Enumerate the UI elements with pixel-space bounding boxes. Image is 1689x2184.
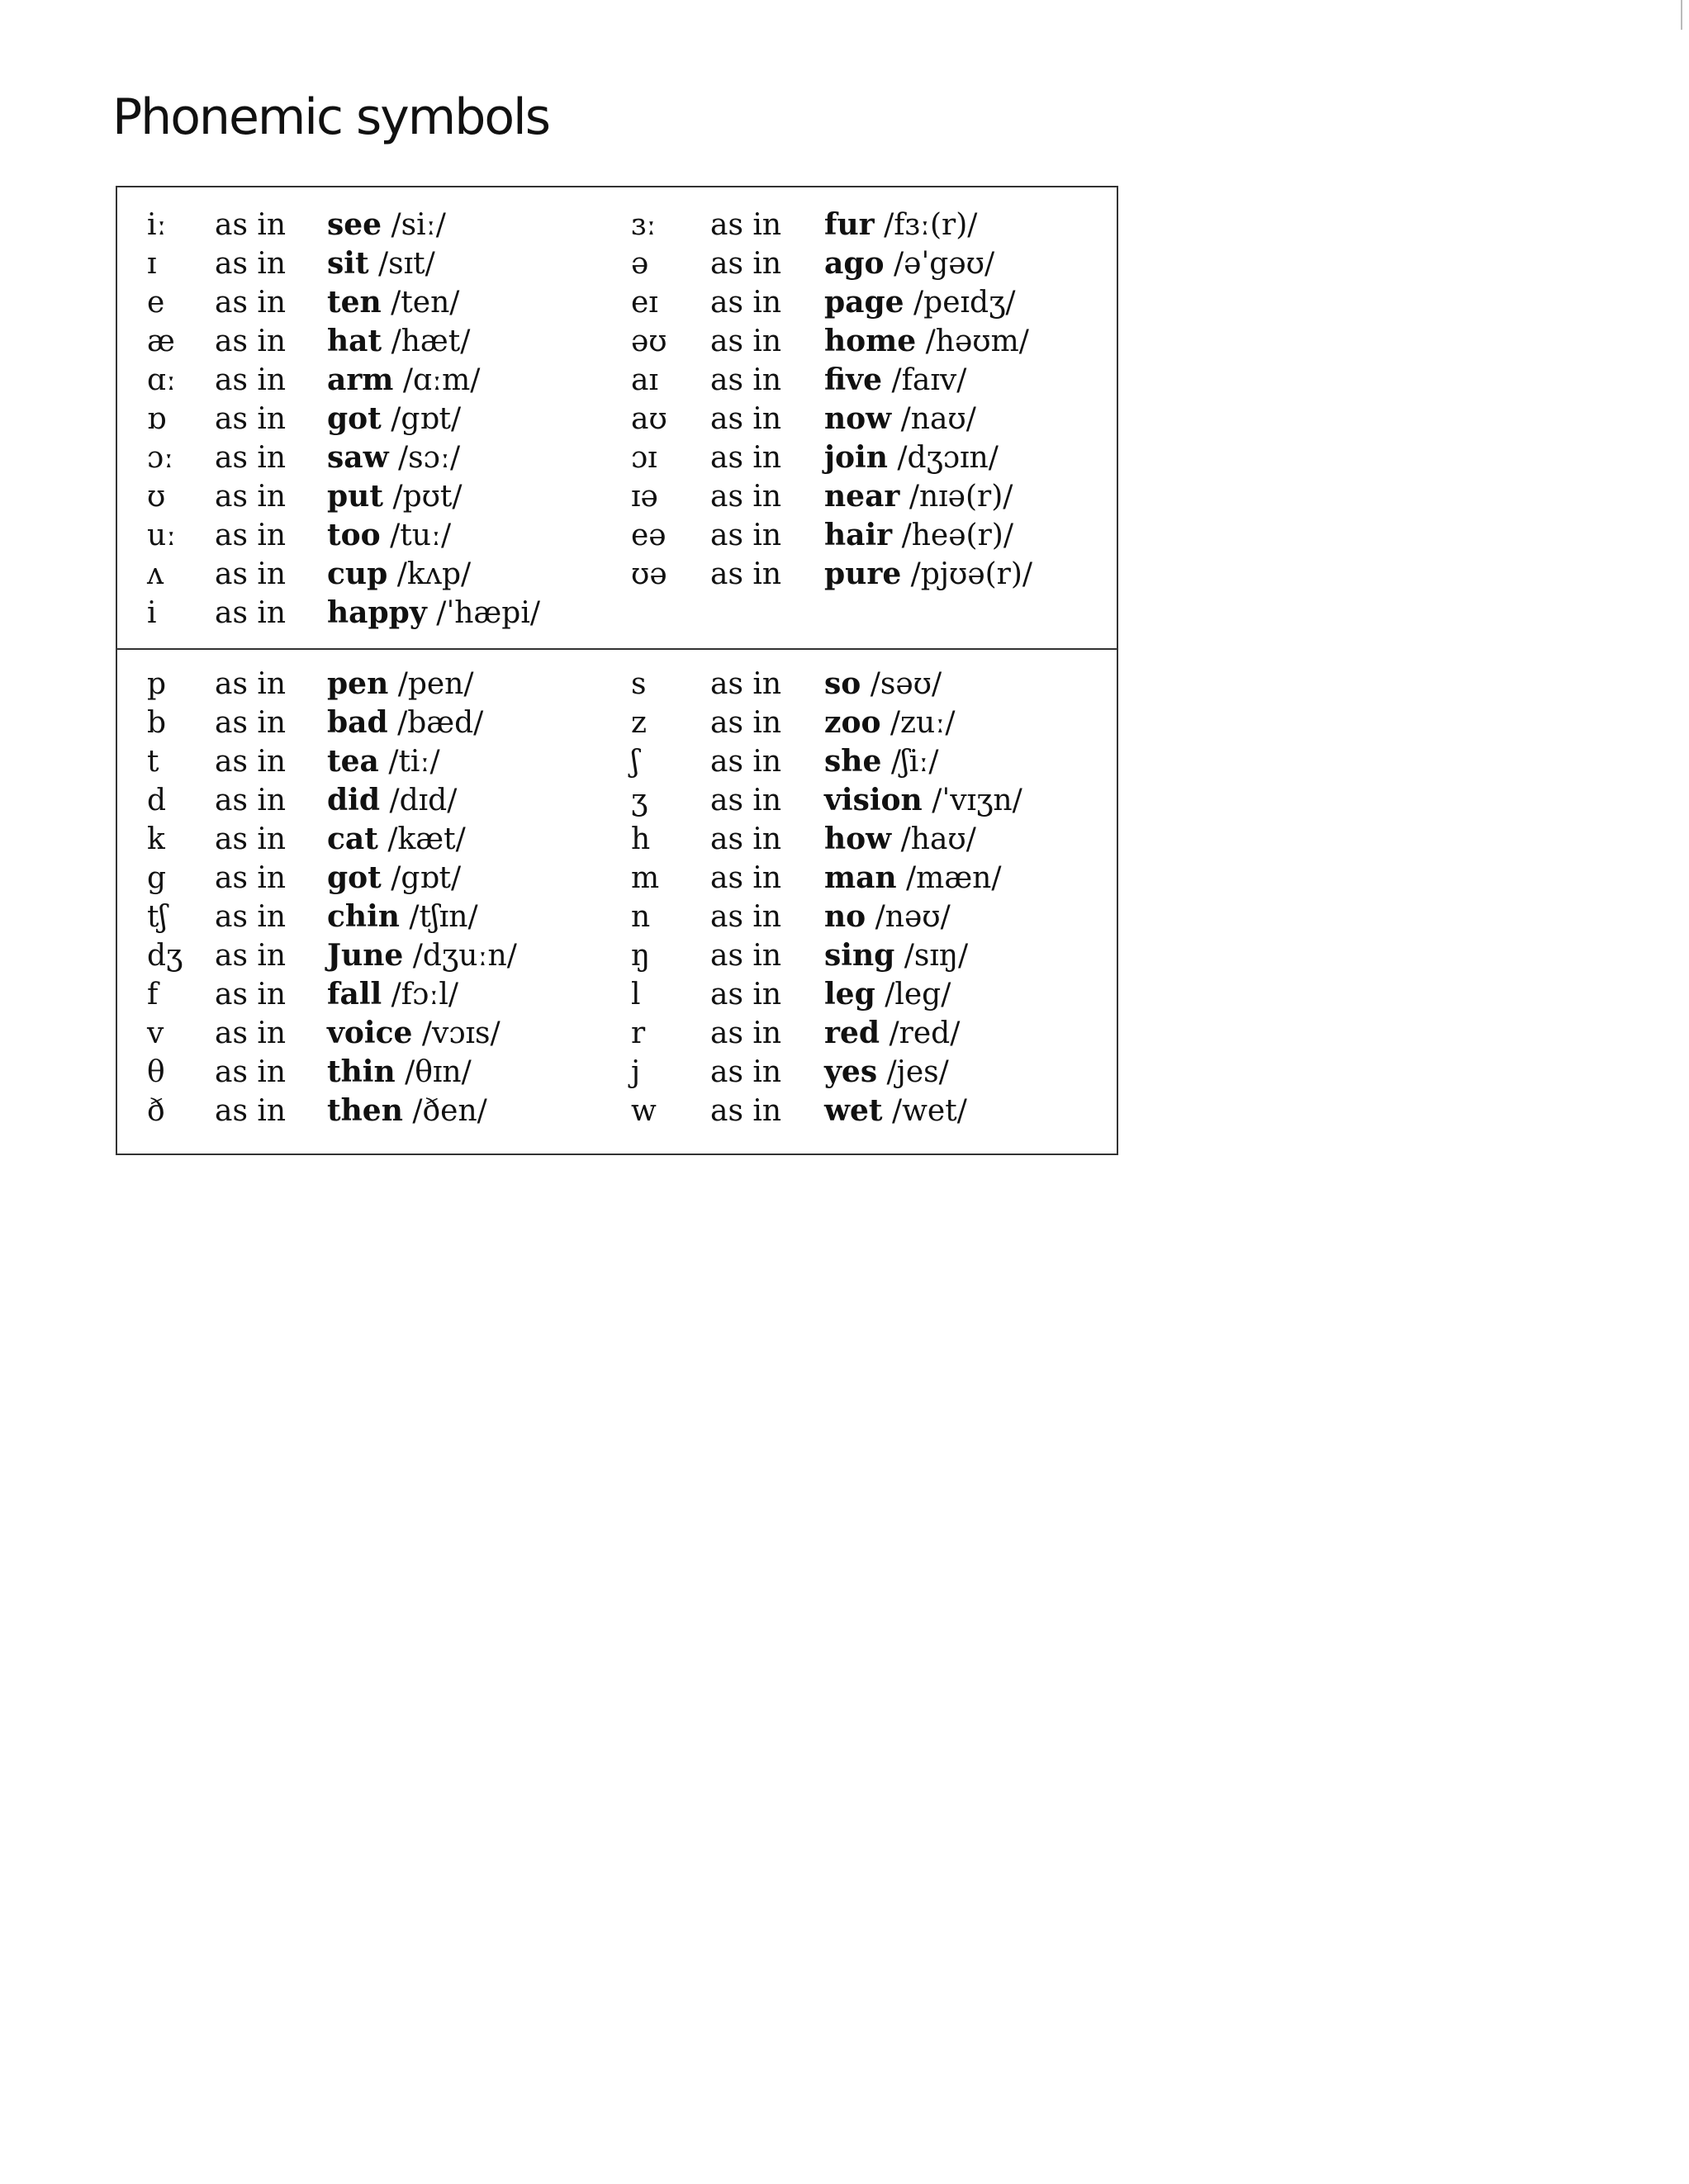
example-word: no [824, 899, 866, 934]
example-word: zoo [824, 705, 881, 740]
as-in-label: as in [215, 939, 287, 973]
phonemic-symbol: t [147, 745, 159, 779]
transcription: /əˈgəʊ/ [893, 247, 995, 281]
example [327, 820, 466, 859]
phonemic-symbol: n [631, 900, 651, 934]
transcription: /faɪv/ [891, 363, 967, 397]
transcription: /mæn/ [906, 861, 1002, 895]
symbol-row [117, 283, 1117, 322]
example-word: ten [327, 285, 382, 320]
phonemic-symbol: eə [631, 519, 667, 552]
as-in-label: as in [710, 745, 782, 779]
symbol-row [117, 322, 1117, 361]
as-in-label: as in [710, 208, 782, 242]
phonemic-symbol: əʊ [631, 325, 667, 358]
example-word: pen [327, 666, 389, 701]
symbol-row [117, 361, 1117, 400]
example [327, 704, 483, 742]
as-in-label: as in [710, 706, 782, 740]
phonemic-symbol: l [631, 978, 641, 1011]
example [824, 781, 1022, 820]
as-in-label: as in [215, 667, 287, 701]
example-word: saw [327, 440, 389, 475]
example [824, 1053, 949, 1092]
example [327, 781, 457, 820]
transcription: /sɪŋ/ [904, 939, 969, 973]
example-word: so [824, 666, 861, 701]
example [327, 244, 435, 283]
example [824, 975, 951, 1014]
example [824, 704, 955, 742]
transcription: /pʊt/ [392, 480, 463, 514]
vowels-section [117, 206, 1117, 632]
example-word: thin [327, 1054, 396, 1089]
example-word: she [824, 744, 882, 779]
transcription: /tiː/ [388, 745, 440, 779]
phonemic-symbol: h [631, 822, 651, 856]
example-word: vision [824, 783, 923, 817]
transcription: /ten/ [391, 286, 460, 320]
symbol-row [117, 975, 1117, 1014]
as-in-label: as in [710, 325, 782, 358]
as-in-label: as in [710, 784, 782, 817]
example [824, 555, 1032, 594]
transcription: /ʃiː/ [890, 745, 939, 779]
transcription: /tʃɪn/ [409, 900, 478, 934]
transcription: /pjʊə(r)/ [910, 557, 1033, 591]
transcription: /fɜː(r)/ [884, 208, 978, 242]
as-in-label: as in [215, 1055, 287, 1089]
symbol-row [117, 400, 1117, 438]
example [327, 283, 459, 322]
example-word: tea [327, 744, 379, 779]
example-word: man [824, 860, 897, 895]
phonemic-symbol: f [147, 978, 159, 1011]
example-word: put [327, 479, 383, 514]
example-word: hat [327, 324, 382, 358]
transcription: /gɒt/ [391, 402, 462, 436]
as-in-label: as in [710, 557, 782, 591]
transcription: /ˈvɪʒn/ [932, 784, 1022, 817]
example [327, 361, 480, 400]
transcription: /səʊ/ [870, 667, 942, 701]
phonemic-symbol: ʌ [147, 557, 164, 591]
phonemic-symbol: d [147, 784, 167, 817]
symbol-row [117, 1053, 1117, 1092]
as-in-label: as in [215, 706, 287, 740]
transcription: /pen/ [397, 667, 474, 701]
symbol-row [117, 1092, 1117, 1130]
example [824, 742, 939, 781]
transcription: /gɒt/ [391, 861, 462, 895]
example [327, 936, 517, 975]
as-in-label: as in [215, 557, 287, 591]
as-in-label: as in [215, 784, 287, 817]
phonemic-symbol: e [147, 286, 165, 320]
as-in-label: as in [710, 1094, 782, 1128]
transcription: /nɪə(r)/ [909, 480, 1013, 514]
phonemic-symbol: dʒ [147, 939, 183, 973]
symbol-row [117, 1014, 1117, 1053]
example-word: chin [327, 899, 400, 934]
as-in-label: as in [215, 286, 287, 320]
as-in-label: as in [215, 247, 287, 281]
example-word: cup [327, 557, 388, 591]
symbol-row [117, 781, 1117, 820]
example [824, 400, 976, 438]
scan-mark [1681, 0, 1682, 30]
phonemic-symbol: ɔː [147, 441, 174, 475]
phonemic-symbol: ʊə [631, 557, 667, 591]
transcription: /siː/ [391, 208, 446, 242]
as-in-label: as in [215, 208, 287, 242]
as-in-label: as in [710, 519, 782, 552]
example [824, 1092, 967, 1130]
example [824, 859, 1001, 898]
transcription: /red/ [889, 1016, 961, 1050]
example-word: hair [824, 518, 893, 552]
as-in-label: as in [710, 900, 782, 934]
phonemic-symbol: v [147, 1016, 164, 1050]
phonemic-symbol: ɜː [631, 208, 657, 242]
phonemic-symbol: ɪə [631, 480, 658, 514]
phonemic-symbol: iː [147, 208, 167, 242]
phonemic-symbol: i [147, 596, 157, 630]
phonemic-symbol: g [147, 861, 167, 895]
example [327, 975, 458, 1014]
transcription: /kæt/ [387, 822, 466, 856]
symbol-row [117, 555, 1117, 594]
example [327, 438, 460, 477]
example [824, 477, 1013, 516]
phonemic-symbol: ʒ [631, 784, 648, 817]
as-in-label: as in [710, 939, 782, 973]
example-word: happy [327, 595, 427, 630]
as-in-label: as in [215, 402, 287, 436]
example [824, 898, 951, 936]
example [327, 859, 461, 898]
example [824, 936, 968, 975]
symbol-row [117, 704, 1117, 742]
example [327, 516, 451, 555]
example [824, 361, 966, 400]
transcription: /haʊ/ [900, 822, 976, 856]
as-in-label: as in [215, 1094, 287, 1128]
phonemic-symbol: m [631, 861, 660, 895]
example [327, 206, 446, 244]
as-in-label: as in [710, 402, 782, 436]
transcription: /tuː/ [390, 519, 452, 552]
phonemic-symbol: ð [147, 1094, 165, 1128]
example-word: leg [824, 977, 875, 1011]
transcription: /fɔːl/ [391, 978, 459, 1011]
as-in-label: as in [215, 363, 287, 397]
symbol-row [117, 516, 1117, 555]
as-in-label: as in [710, 363, 782, 397]
transcription: /hæt/ [391, 325, 471, 358]
transcription: /wet/ [891, 1094, 967, 1128]
example-word: arm [327, 362, 394, 397]
as-in-label: as in [710, 480, 782, 514]
example-word: join [824, 440, 888, 475]
phonemic-symbol: ŋ [631, 939, 651, 973]
transcription: /peɪdʒ/ [913, 286, 1016, 320]
example-word: page [824, 285, 904, 320]
example-word: pure [824, 557, 902, 591]
symbol-row [117, 244, 1117, 283]
phonemic-symbol: w [631, 1094, 657, 1128]
phonemic-symbol: r [631, 1016, 646, 1050]
transcription: /sɔː/ [398, 441, 461, 475]
example [327, 665, 474, 704]
as-in-label: as in [710, 247, 782, 281]
example [327, 898, 478, 936]
as-in-label: as in [710, 441, 782, 475]
as-in-label: as in [710, 861, 782, 895]
transcription: /θɪn/ [405, 1055, 472, 1089]
phonemic-symbol: ɒ [147, 402, 167, 436]
example [327, 477, 463, 516]
transcription: /dʒɔɪn/ [897, 441, 999, 475]
transcription: /ɑːm/ [402, 363, 481, 397]
phonemic-symbol: z [631, 706, 647, 740]
phonemic-symbol: ɔɪ [631, 441, 657, 475]
example [824, 1014, 960, 1053]
example [824, 283, 1016, 322]
example-word: June [327, 938, 404, 973]
transcription: /ˈhæpi/ [436, 596, 540, 630]
example-word: ago [824, 246, 885, 281]
transcription: /ðen/ [412, 1094, 487, 1128]
as-in-label: as in [215, 596, 287, 630]
example-word: now [824, 401, 892, 436]
as-in-label: as in [215, 441, 287, 475]
as-in-label: as in [215, 861, 287, 895]
phonemic-symbol: æ [147, 325, 175, 358]
as-in-label: as in [710, 286, 782, 320]
example-word: wet [824, 1093, 883, 1128]
example [327, 555, 471, 594]
example [327, 742, 440, 781]
example-word: five [824, 362, 882, 397]
transcription: /nəʊ/ [875, 900, 951, 934]
section-divider [117, 648, 1117, 650]
example [824, 665, 942, 704]
example-word: how [824, 822, 892, 856]
example [327, 1053, 472, 1092]
transcription: /sɪt/ [378, 247, 435, 281]
example-word: yes [824, 1054, 878, 1089]
example-word: did [327, 783, 381, 817]
example-word: home [824, 324, 917, 358]
phonemic-symbol: θ [147, 1055, 165, 1089]
transcription: /vɔɪs/ [421, 1016, 501, 1050]
transcription: /dɪd/ [389, 784, 458, 817]
symbol-row [117, 206, 1117, 244]
transcription: /həʊm/ [925, 325, 1029, 358]
example-word: sing [824, 938, 895, 973]
phonemic-symbols-table [116, 186, 1118, 1155]
phonemic-symbol: p [147, 667, 167, 701]
example [327, 1014, 501, 1053]
example-word: cat [327, 822, 378, 856]
example-word: got [327, 860, 382, 895]
symbol-row [117, 665, 1117, 704]
phonemic-symbol: ɑː [147, 363, 177, 397]
symbol-row [117, 594, 1117, 632]
transcription: /dʒuːn/ [412, 939, 517, 973]
phonemic-symbol: j [631, 1055, 641, 1089]
symbol-row [117, 820, 1117, 859]
example-word: then [327, 1093, 403, 1128]
phonemic-symbol: aɪ [631, 363, 658, 397]
phonemic-symbol: eɪ [631, 286, 658, 320]
as-in-label: as in [215, 325, 287, 358]
phonemic-symbol: s [631, 667, 647, 701]
symbol-row [117, 742, 1117, 781]
example [327, 1092, 487, 1130]
example [824, 820, 976, 859]
example [327, 322, 470, 361]
transcription: /leg/ [885, 978, 951, 1011]
phonemic-symbol: k [147, 822, 165, 856]
as-in-label: as in [215, 519, 287, 552]
symbol-row [117, 438, 1117, 477]
example [824, 244, 994, 283]
example-word: got [327, 401, 382, 436]
example-word: fall [327, 977, 382, 1011]
symbol-row [117, 936, 1117, 975]
example [824, 516, 1013, 555]
as-in-label: as in [215, 822, 287, 856]
symbol-row [117, 898, 1117, 936]
example-word: sit [327, 246, 369, 281]
phonemic-symbol: aʊ [631, 402, 667, 436]
transcription: /bæd/ [397, 706, 484, 740]
symbol-row [117, 477, 1117, 516]
transcription: /kʌp/ [396, 557, 472, 591]
example-word: fur [824, 207, 875, 242]
example-word: bad [327, 705, 388, 740]
example [824, 438, 999, 477]
transcription: /zuː/ [890, 706, 956, 740]
as-in-label: as in [215, 978, 287, 1011]
example-word: near [824, 479, 900, 514]
consonants-section [117, 665, 1117, 1130]
example-word: see [327, 207, 382, 242]
symbol-row [117, 859, 1117, 898]
as-in-label: as in [710, 822, 782, 856]
phonemic-symbol: b [147, 706, 167, 740]
phonemic-symbol: ə [631, 247, 649, 281]
phonemic-symbol: ʃ [631, 745, 639, 779]
example [824, 206, 977, 244]
phonemic-symbol: uː [147, 519, 177, 552]
as-in-label: as in [710, 1055, 782, 1089]
example-word: too [327, 518, 381, 552]
example-word: voice [327, 1016, 413, 1050]
as-in-label: as in [215, 900, 287, 934]
as-in-label: as in [215, 1016, 287, 1050]
example [824, 322, 1029, 361]
transcription: /heə(r)/ [901, 519, 1013, 552]
as-in-label: as in [215, 745, 287, 779]
phonemic-symbol: tʃ [147, 900, 168, 934]
page-title: Phonemic symbols [112, 88, 549, 146]
example-word: red [824, 1016, 880, 1050]
example [327, 594, 540, 632]
as-in-label: as in [710, 1016, 782, 1050]
transcription: /naʊ/ [900, 402, 976, 436]
as-in-label: as in [215, 480, 287, 514]
as-in-label: as in [710, 667, 782, 701]
as-in-label: as in [710, 978, 782, 1011]
transcription: /jes/ [886, 1055, 949, 1089]
phonemic-symbol: ʊ [147, 480, 166, 514]
example [327, 400, 461, 438]
phonemic-symbol: ɪ [147, 247, 157, 281]
